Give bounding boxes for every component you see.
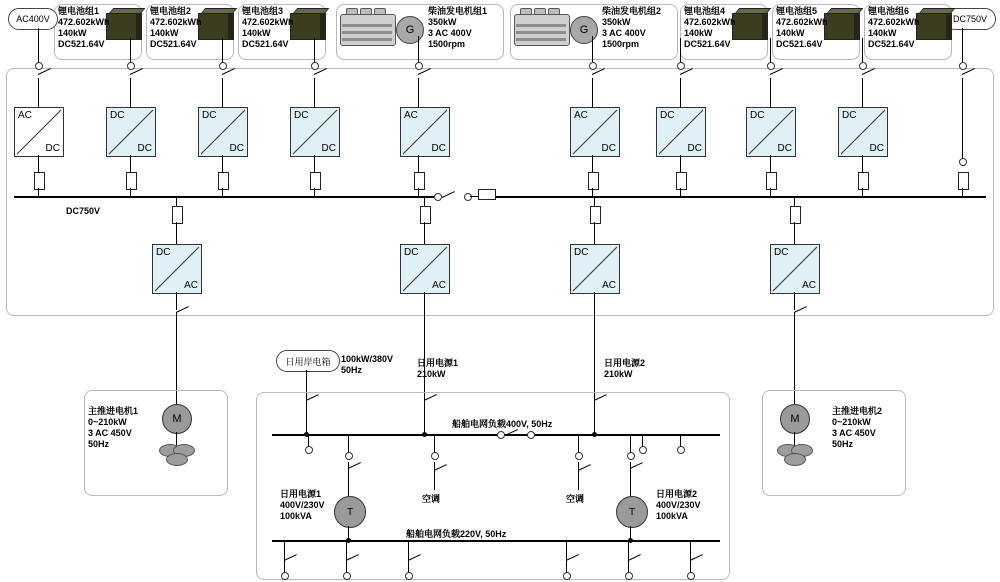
battery-6-drop xyxy=(862,38,863,62)
propulsion-motor-1-symbol: M xyxy=(172,413,182,425)
battery-6-spec1: 472.602kWh xyxy=(868,17,920,27)
genset-1-spec1: 350kW xyxy=(428,17,457,27)
battery-1-bus-link xyxy=(130,188,131,196)
genset-2-fuse xyxy=(588,172,599,190)
daily-supply-1-value: 210kW xyxy=(417,369,446,379)
battery-4-title: 锂电池组4 xyxy=(684,6,726,16)
ac220-feeder-5-node[interactable] xyxy=(625,572,633,580)
ac220-feeder-4-node[interactable] xyxy=(563,572,571,580)
inverter-dc-ac-2 xyxy=(400,244,450,294)
converter-ac-dc-3-bottom: DC xyxy=(601,143,616,154)
battery-2-fuse xyxy=(218,172,229,190)
ac400-spare-node-3[interactable] xyxy=(305,446,313,454)
converter-dc-dc-1 xyxy=(106,107,156,157)
battery-4-node[interactable] xyxy=(677,62,685,70)
converter-dc-dc-1-bottom: DC xyxy=(137,143,152,154)
battery-4-spec2: 140kW xyxy=(684,28,713,38)
battery-4-spec1: 472.602kWh xyxy=(684,17,736,27)
ac400-spare-node-2[interactable] xyxy=(677,446,685,454)
daily-supply-2-title: 日用电源2 xyxy=(604,358,646,368)
generator-symbol-2: G xyxy=(570,16,598,44)
converter-ac-dc-1-top: AC xyxy=(18,110,32,121)
ac220-feeder-3b xyxy=(408,554,409,574)
bus-tie-link xyxy=(470,196,478,197)
inverter-dc-ac-1-bottom: AC xyxy=(184,280,198,291)
battery-4-drop xyxy=(680,38,681,62)
air-conditioner-1-label: 空调 xyxy=(422,494,441,504)
inverter-1-bus-drop xyxy=(176,196,177,206)
propulsion-2-spec3: 50Hz xyxy=(832,439,854,449)
battery-4-spec3: DC521.64V xyxy=(684,39,731,49)
inverter-dc-ac-4-bottom: AC xyxy=(802,280,816,291)
propulsion-motor-1 xyxy=(162,404,192,434)
bus-dot-3 xyxy=(592,432,597,437)
battery-2-to-bus xyxy=(222,155,223,173)
transformer-1-title: 日用电源1 xyxy=(280,489,322,499)
battery-1-spec1: 472.602kWh xyxy=(58,17,110,27)
ac220-feeder-6b xyxy=(690,554,691,574)
genset-2-spec3: 1500rpm xyxy=(602,39,640,49)
converter-dc-dc-1-top: DC xyxy=(110,110,125,121)
bus-tie-node-right[interactable] xyxy=(464,193,472,201)
battery-5-spec1: 472.602kWh xyxy=(776,17,828,27)
genset-2-bus-link xyxy=(592,188,593,196)
battery-5-spec2: 140kW xyxy=(776,28,805,38)
converter-ac-dc-1-bottom: DC xyxy=(45,143,60,154)
converter-dc-dc-2-bottom: DC xyxy=(229,143,244,154)
transformer-2 xyxy=(616,496,648,528)
inverter-3-bus-drop xyxy=(594,196,595,206)
genset-2-spec2: 3 AC 400V xyxy=(602,28,646,38)
battery-5-spec3: DC521.64V xyxy=(776,39,823,49)
converter-dc-dc-6-top: DC xyxy=(842,110,857,121)
battery-1-fuse xyxy=(126,172,137,190)
converter-dc-dc-6 xyxy=(838,107,888,157)
transformer-1-spec2: 100kVA xyxy=(280,511,312,521)
propulsion-1-spec1: 0~210kW xyxy=(88,417,127,427)
transformer-2-spec1: 400V/230V xyxy=(656,500,701,510)
dc750v-node[interactable] xyxy=(959,62,967,70)
battery-icon-1 xyxy=(106,8,140,38)
converter-dc-dc-5 xyxy=(746,107,796,157)
dc-main-bus-left xyxy=(14,196,434,198)
ac400v-drop xyxy=(38,28,39,62)
converter-dc-dc-4-bottom: DC xyxy=(687,143,702,154)
battery-3-bus-link xyxy=(314,188,315,196)
battery-icon-5 xyxy=(824,8,858,38)
ac220-feeder-5b xyxy=(628,554,629,574)
ac400v-node[interactable] xyxy=(35,62,43,70)
battery-1-drop-2 xyxy=(130,78,131,107)
battery-5-drop-2 xyxy=(770,78,771,107)
ac400v-pill-label: AC400V xyxy=(16,14,50,24)
ac400-tie-node-right[interactable] xyxy=(527,431,535,439)
battery-icon-3 xyxy=(290,8,324,38)
propulsion-2-spec1: 0~210kW xyxy=(832,417,871,427)
air-conditioner-1-drop-2 xyxy=(434,462,435,490)
battery-6-spec3: DC521.64V xyxy=(868,39,915,49)
inverter-3-fuse xyxy=(590,206,601,224)
converter-dc-dc-6-bottom: DC xyxy=(869,143,884,154)
inverter-dc-ac-3-bottom: AC xyxy=(602,280,616,291)
genset-icon-1 xyxy=(340,8,430,50)
converter-ac-dc-1 xyxy=(14,107,64,157)
air-conditioner-1-node[interactable] xyxy=(431,452,439,460)
propulsion-motor-2 xyxy=(780,404,810,434)
battery-icon-2 xyxy=(198,8,232,38)
battery-2-bus-link xyxy=(222,188,223,196)
battery-4-bus-link xyxy=(680,188,681,196)
battery-5-fuse xyxy=(766,172,777,190)
bus-dot-2 xyxy=(422,432,427,437)
dc750v-bus-link xyxy=(962,188,963,196)
inverter-1-out xyxy=(176,292,177,310)
ac220-feeder-2-node[interactable] xyxy=(343,572,351,580)
battery-6-node[interactable] xyxy=(859,62,867,70)
dc-main-bus-right xyxy=(490,196,986,198)
transformer-2-drop-2 xyxy=(630,462,631,496)
shore-power-label: 日用岸电箱 xyxy=(285,356,331,367)
battery-1-node[interactable] xyxy=(127,62,135,70)
genset-1-spec2: 3 AC 400V xyxy=(428,28,472,38)
battery-6-to-bus xyxy=(862,155,863,173)
ac400v-drop-2 xyxy=(38,78,39,107)
ac400v-to-bus xyxy=(38,155,39,173)
ac400v-bus-link xyxy=(38,188,39,196)
genset-2-node[interactable] xyxy=(589,62,597,70)
battery-1-spec3: DC521.64V xyxy=(58,39,105,49)
converter-dc-dc-4 xyxy=(656,107,706,157)
genset-2-drop xyxy=(592,36,593,62)
inverter-4-fuse xyxy=(790,206,801,224)
battery-3-spec1: 472.602kWh xyxy=(242,17,294,27)
battery-5-title: 锂电池组5 xyxy=(776,6,818,16)
transformer-2-spec2: 100kVA xyxy=(656,511,688,521)
inverter-dc-ac-3 xyxy=(570,244,620,294)
battery-5-bus-link xyxy=(770,188,771,196)
converter-dc-dc-2-top: DC xyxy=(202,110,217,121)
battery-1-spec2: 140kW xyxy=(58,28,87,38)
battery-3-drop-2 xyxy=(314,78,315,107)
dc750v-mid-node[interactable] xyxy=(959,158,967,166)
genset-1-drop-2 xyxy=(418,78,419,107)
battery-6-fuse xyxy=(858,172,869,190)
battery-2-drop xyxy=(222,38,223,62)
inverter-2-fuse xyxy=(420,206,431,224)
genset-1-title: 柴油发电机组1 xyxy=(428,6,488,16)
daily-supply-2-value: 210kW xyxy=(604,369,633,379)
daily-supply-1-title: 日用电源1 xyxy=(417,358,459,368)
battery-3-to-bus xyxy=(314,155,315,173)
battery-4-to-bus xyxy=(680,155,681,173)
inverter-dc-ac-1 xyxy=(152,244,202,294)
battery-1-drop xyxy=(130,38,131,62)
genset-2-drop-2 xyxy=(592,78,593,107)
battery-2-spec3: DC521.64V xyxy=(150,39,197,49)
dc750v-drop-2 xyxy=(962,78,963,166)
battery-6-bus-link xyxy=(862,188,863,196)
shore-power-spec1: 100kW/380V xyxy=(341,354,394,364)
transformer-1-symbol: T xyxy=(346,506,354,518)
inverter-2-out xyxy=(424,292,425,322)
battery-3-fuse xyxy=(310,172,321,190)
inverter-dc-ac-4-top: DC xyxy=(774,247,789,258)
air-conditioner-2-node[interactable] xyxy=(575,452,583,460)
ac400v-pill xyxy=(8,8,58,30)
propulsion-2-propeller-icon xyxy=(777,444,811,466)
transformer-2-symbol: T xyxy=(628,506,636,518)
converter-dc-dc-3 xyxy=(290,107,340,157)
transformer-1-node[interactable] xyxy=(345,452,353,460)
converter-ac-dc-2 xyxy=(400,107,450,157)
ac220v-bus-label: 船舶电网负载220V, 50Hz xyxy=(406,529,507,539)
inverter-dc-ac-2-bottom: AC xyxy=(432,280,446,291)
inverter-1-fuse xyxy=(172,206,183,224)
dc750v-drop xyxy=(962,28,963,62)
battery-5-to-bus xyxy=(770,155,771,173)
air-conditioner-2-label: 空调 xyxy=(566,494,585,504)
propulsion-1-spec2: 3 AC 450V xyxy=(88,428,132,438)
inverter-3-drop-2 xyxy=(594,222,595,244)
ac220-feeder-2b xyxy=(346,554,347,574)
genset-1-node[interactable] xyxy=(415,62,423,70)
inverter-dc-ac-4 xyxy=(770,244,820,294)
battery-3-node[interactable] xyxy=(311,62,319,70)
battery-6-drop-2 xyxy=(862,78,863,107)
battery-1-title: 锂电池组1 xyxy=(58,6,100,16)
dc-bus-label: DC750V xyxy=(66,206,101,216)
battery-2-spec1: 472.602kWh xyxy=(150,17,202,27)
battery-icon-4 xyxy=(732,8,766,38)
propulsion-motor-2-symbol: M xyxy=(790,413,800,425)
battery-4-drop-2 xyxy=(680,78,681,107)
genset-1-bus-link xyxy=(418,188,419,196)
battery-4-fuse xyxy=(676,172,687,190)
inverter-4-drop-2 xyxy=(794,222,795,244)
shore-power-box xyxy=(276,350,340,372)
battery-2-drop-2 xyxy=(222,78,223,107)
transformer-2-node[interactable] xyxy=(627,452,635,460)
converter-ac-dc-3-top: AC xyxy=(574,110,588,121)
propulsion-1-spec3: 50Hz xyxy=(88,439,110,449)
shore-power-spec2: 50Hz xyxy=(341,365,363,375)
bus-tie-fuse xyxy=(478,189,496,200)
battery-2-title: 锂电池组2 xyxy=(150,6,192,16)
battery-6-spec2: 140kW xyxy=(868,28,897,38)
converter-dc-dc-5-bottom: DC xyxy=(777,143,792,154)
battery-5-drop xyxy=(770,38,771,62)
battery-5-node[interactable] xyxy=(767,62,775,70)
propulsion-2-spec2: 3 AC 450V xyxy=(832,428,876,438)
dc750v-pill-label: DC750V xyxy=(952,14,988,24)
converter-dc-dc-2 xyxy=(198,107,248,157)
ac220v-load-bus xyxy=(272,540,720,542)
ac220-feeder-3-node[interactable] xyxy=(405,572,413,580)
inverter-4-out xyxy=(794,292,795,310)
ac220-feeder-4b xyxy=(566,554,567,574)
transformer-2-title: 日用电源2 xyxy=(656,489,698,499)
ac400-spare-node-1[interactable] xyxy=(639,446,647,454)
inverter-dc-ac-2-top: DC xyxy=(404,247,419,258)
inverter-4-bus-drop xyxy=(794,196,795,206)
converter-ac-dc-2-bottom: DC xyxy=(431,143,446,154)
battery-6-title: 锂电池组6 xyxy=(868,6,910,16)
converter-ac-dc-3 xyxy=(570,107,620,157)
battery-3-spec2: 140kW xyxy=(242,28,271,38)
genset-1-fuse xyxy=(414,172,425,190)
propulsion-2-title: 主推进电机2 xyxy=(832,406,883,416)
propulsion-1-propeller-icon xyxy=(159,444,193,466)
ac400v-fuse xyxy=(34,172,45,190)
converter-ac-dc-2-top: AC xyxy=(404,110,418,121)
air-conditioner-2-drop-2 xyxy=(578,462,579,490)
generator-symbol-1: G xyxy=(396,16,424,44)
battery-icon-6 xyxy=(916,8,950,38)
transformer-1-drop-2 xyxy=(348,462,349,496)
ac400v-load-bus xyxy=(272,434,720,436)
genset-1-to-bus xyxy=(418,155,419,173)
inverter-dc-ac-1-top: DC xyxy=(156,247,171,258)
genset-2-title: 柴油发电机组2 xyxy=(602,6,662,16)
genset-2-to-bus xyxy=(592,155,593,173)
battery-2-spec2: 140kW xyxy=(150,28,179,38)
battery-3-drop xyxy=(314,38,315,62)
converter-dc-dc-4-top: DC xyxy=(660,110,675,121)
battery-1-to-bus xyxy=(130,155,131,173)
genset-1-drop xyxy=(418,36,419,62)
inverter-dc-ac-3-top: DC xyxy=(574,247,589,258)
ac400v-bus-label: 船舶电网负载400V, 50Hz xyxy=(452,419,553,429)
propulsion-1-title: 主推进电机1 xyxy=(88,406,139,416)
ac220-feeder-1-node[interactable] xyxy=(281,572,289,580)
converter-dc-dc-5-top: DC xyxy=(750,110,765,121)
ac220-feeder-1b xyxy=(284,554,285,574)
dc750v-fuse xyxy=(958,172,969,190)
inverter-3-out xyxy=(594,292,595,322)
inverter-2-drop-2 xyxy=(424,222,425,244)
converter-dc-dc-3-top: DC xyxy=(294,110,309,121)
genset-2-spec1: 350kW xyxy=(602,17,631,27)
transformer-1 xyxy=(334,496,366,528)
battery-2-node[interactable] xyxy=(219,62,227,70)
inverter-1-drop-2 xyxy=(176,222,177,244)
transformer-1-spec1: 400V/230V xyxy=(280,500,325,510)
genset-icon-2 xyxy=(514,8,604,50)
genset-1-spec3: 1500rpm xyxy=(428,39,466,49)
inverter-2-bus-drop xyxy=(424,196,425,206)
battery-3-title: 锂电池组3 xyxy=(242,6,284,16)
ac220-feeder-6-node[interactable] xyxy=(687,572,695,580)
inverter-3-out-2 xyxy=(594,322,595,390)
battery-3-spec3: DC521.64V xyxy=(242,39,289,49)
converter-dc-dc-3-bottom: DC xyxy=(321,143,336,154)
